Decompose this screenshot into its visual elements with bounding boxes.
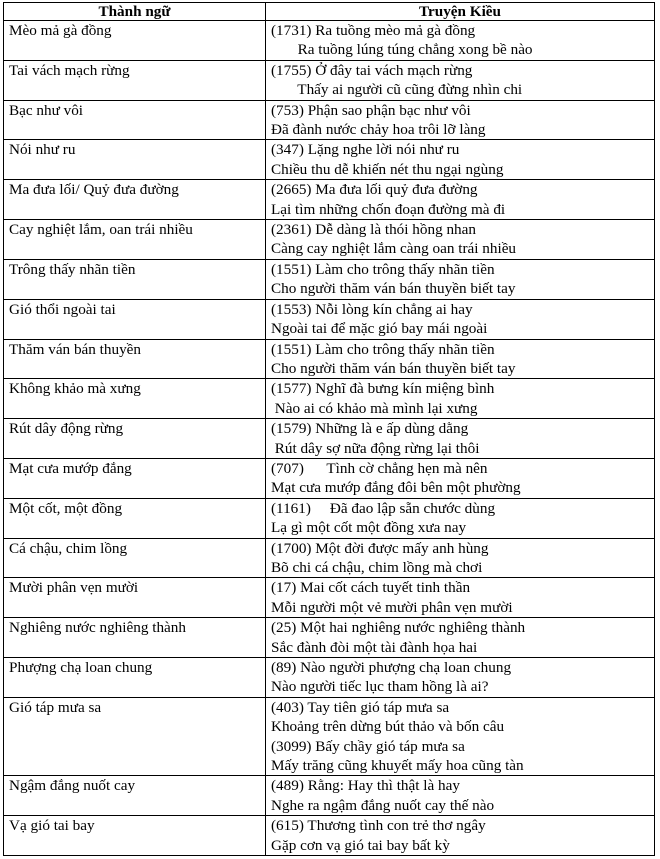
idiom-cell: Phượng chạ loan chung <box>4 658 266 698</box>
verse-line: (2665) Ma đưa lối quỷ đưa đường <box>271 181 478 199</box>
idiom-cell: Rút dây động rừng <box>4 419 266 459</box>
verse-line: (2361) Dễ dàng là thói hồng nhan <box>271 221 476 239</box>
verse-line: (347) Lặng nghe lời nói như ru <box>271 141 460 159</box>
verse-cell <box>266 776 655 816</box>
table-row <box>4 816 655 856</box>
idiom-cell: Nghiêng nước nghiêng thành <box>4 618 266 658</box>
table-row <box>4 697 655 776</box>
idiom-cell: Nói như ru <box>4 140 266 180</box>
table-row <box>4 180 655 220</box>
table-row <box>4 100 655 140</box>
idiom-cell: Bạc như vôi <box>4 100 266 140</box>
table-row <box>4 339 655 379</box>
verse-cell <box>266 299 655 339</box>
verse-line: Càng cay nghiệt lắm càng oan trái nhiều <box>271 240 517 258</box>
header-idiom: Thành ngữ <box>4 3 266 21</box>
verse-cell <box>266 220 655 260</box>
idiom-cell: Gió thổi ngoài tai <box>4 299 266 339</box>
verse-line: (1551) Làm cho trông thấy nhãn tiền <box>271 340 495 358</box>
idiom-cell: Mười phân vẹn mười <box>4 578 266 618</box>
verse-line: Nào người tiếc lục tham hồng là ai? <box>271 678 489 696</box>
verse-line: (17) Mai cốt cách tuyết tinh thần <box>271 579 471 597</box>
table-row <box>4 776 655 816</box>
table-row <box>4 458 655 498</box>
table-body <box>4 21 655 856</box>
verse-line: (25) Một hai nghiêng nước nghiêng thành <box>271 619 526 637</box>
idiom-cell: Mạt cưa mướp đắng <box>4 458 266 498</box>
verse-line: Nghe ra ngậm đắng nuốt cay thế nào <box>271 796 495 814</box>
idiom-cell: Vạ gió tai bay <box>4 816 266 856</box>
table-row <box>4 21 655 61</box>
idiom-cell: Không khảo mà xưng <box>4 379 266 419</box>
idiom-cell: Ma đưa lối/ Quỷ đưa đường <box>4 180 266 220</box>
table-row <box>4 419 655 459</box>
verse-cell <box>266 498 655 538</box>
idiom-cell: Tai vách mạch rừng <box>4 60 266 100</box>
verse-cell <box>266 180 655 220</box>
verse-line: (489) Rằng: Hay thì thật là hay <box>271 777 460 795</box>
verse-line: (707) Tình cờ chẳng hẹn mà nên <box>271 459 488 477</box>
verse-line: Đã đành nước chảy hoa trôi lỡ làng <box>271 121 486 139</box>
verse-line: Mạt cưa mướp đắng đôi bên một phường <box>271 479 521 497</box>
table-row <box>4 60 655 100</box>
table-row <box>4 220 655 260</box>
table-row <box>4 498 655 538</box>
verse-cell <box>266 100 655 140</box>
table-row <box>4 140 655 180</box>
verse-line: (1553) Nỗi lòng kín chẳng ai hay <box>271 300 473 318</box>
verse-cell <box>266 339 655 379</box>
table-row <box>4 259 655 299</box>
verse-line: Lạ gì một cốt một đồng xưa nay <box>271 519 467 537</box>
table-row <box>4 658 655 698</box>
idiom-cell: Gió táp mưa sa <box>4 697 266 776</box>
verse-line: (403) Tay tiên gió táp mưa sa <box>271 698 450 716</box>
verse-line: Mỗi người một vẻ mười phân vẹn mười <box>271 598 513 616</box>
idiom-cell: Một cốt, một đồng <box>4 498 266 538</box>
verse-cell <box>266 21 655 61</box>
idiom-cell: Cay nghiệt lắm, oan trái nhiều <box>4 220 266 260</box>
verse-line: (1161) Đã đao lập sẵn chước dùng <box>271 499 496 517</box>
verse-line: (1755) Ở đây tai vách mạch rừng <box>271 61 473 79</box>
verse-line: Mấy trăng cũng khuyết mấy hoa cũng tàn <box>271 757 524 775</box>
verse-cell <box>266 60 655 100</box>
verse-line: Lại tìm những chốn đoạn đường mà đi <box>271 200 506 218</box>
table-row <box>4 299 655 339</box>
verse-cell <box>266 419 655 459</box>
table-row <box>4 578 655 618</box>
verse-cell <box>266 538 655 578</box>
table-row <box>4 618 655 658</box>
verse-line: (753) Phận sao phận bạc như vôi <box>271 101 471 119</box>
verse-line: Khoảng trên dừng bút thảo và bốn câu <box>271 718 505 736</box>
verse-line: (89) Nào người phượng chạ loan chung <box>271 659 512 676</box>
verse-line: (3099) Bấy chầy gió táp mưa sa <box>271 737 465 755</box>
table-row <box>4 538 655 578</box>
idiom-cell: Mèo mả gà đồng <box>4 21 266 61</box>
idiom-cell: Cá chậu, chim lồng <box>4 538 266 578</box>
header-row <box>4 3 655 21</box>
idiom-cell: Ngậm đắng nuốt cay <box>4 776 266 816</box>
verse-cell <box>266 458 655 498</box>
verse-line: Ra tuồng lúng túng chẳng xong bề nào <box>271 41 533 59</box>
verse-cell <box>266 140 655 180</box>
verse-line: Gặp cơn vạ gió tai bay bất kỳ <box>271 836 450 854</box>
verse-line: (615) Thương tình con trẻ thơ ngây <box>271 817 486 835</box>
idiom-cell: Thăm ván bán thuyền <box>4 339 266 379</box>
idiom-cell: Trông thấy nhãn tiền <box>4 259 266 299</box>
verse-line: Thấy ai người cũ cũng đừng nhìn chi <box>271 81 523 99</box>
verse-cell <box>266 578 655 618</box>
verse-line: Cho người thăm ván bán thuyền biết tay <box>271 280 516 298</box>
verse-cell <box>266 658 655 698</box>
verse-line: (1731) Ra tuồng mèo mả gà đồng <box>271 22 476 39</box>
verse-line: (1579) Những là e ấp dùng dằng <box>271 420 469 438</box>
verse-cell <box>266 697 655 776</box>
verse-cell <box>266 259 655 299</box>
verse-line: (1700) Một đời được mấy anh hùng <box>271 539 489 557</box>
verse-line: Nào ai có khảo mà mình lại xưng <box>271 399 478 417</box>
verse-line: (1551) Làm cho trông thấy nhãn tiền <box>271 260 495 278</box>
header-truyen-kieu: Truyện Kiều <box>266 3 655 21</box>
table-row <box>4 379 655 419</box>
verse-line: Bõ chi cá chậu, chim lồng mà chơi <box>271 558 483 576</box>
verse-line: Cho người thăm ván bán thuyền biết tay <box>271 359 516 377</box>
verse-line: Chiều thu dễ khiến nét thu ngại ngùng <box>271 160 504 178</box>
idiom-table <box>3 2 655 856</box>
verse-line: (1577) Nghĩ đà bưng kín miệng bình <box>271 380 495 398</box>
verse-cell <box>266 379 655 419</box>
verse-line: Sắc đành đòi một tài đành họa hai <box>271 638 478 656</box>
verse-line: Ngoài tai để mặc gió bay mái ngoài <box>271 320 488 338</box>
verse-cell <box>266 618 655 658</box>
verse-line: Rút dây sợ nữa động rừng lại thôi <box>271 439 480 457</box>
verse-cell <box>266 816 655 856</box>
